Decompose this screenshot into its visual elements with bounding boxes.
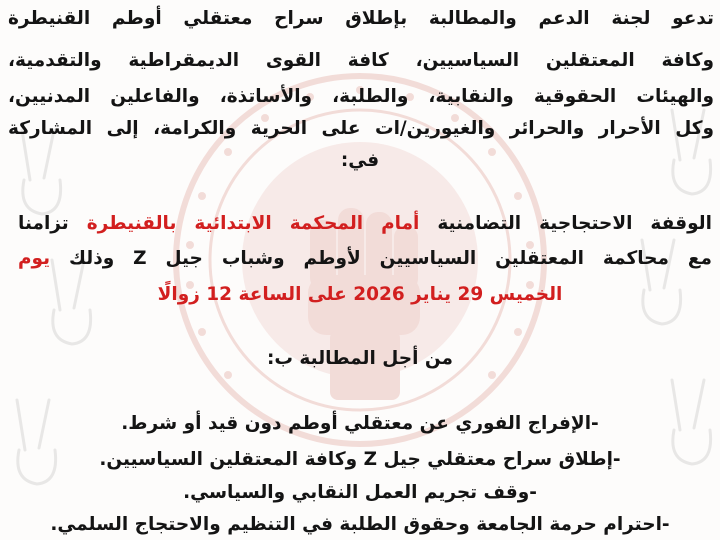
demand-item: -وقف تجريم العمل النقابي والسياسي. bbox=[183, 482, 537, 503]
court-location: أمام المحكمة الابتدائية بالقنيطرة bbox=[86, 213, 420, 234]
event-date-time: الخميس 29 يناير 2026 على الساعة 12 زوالًا bbox=[157, 284, 563, 305]
demand-item: -احترام حرمة الجامعة وحقوق الطلبة في التنظيم والاحتجاج السلمي. bbox=[50, 514, 670, 535]
intro-line-3: والهيئات الحقوقية والنقابية، والطلبة، والأساتذة، والفاعلين المدنيين، bbox=[8, 86, 714, 107]
event-line-1-start: الوقفة الاحتجاجية التضامنية bbox=[419, 213, 712, 234]
event-line-1 bbox=[18, 211, 712, 237]
demand-item: -الإفراج الفوري عن معتقلي أوطم دون قيد أو شرط. bbox=[121, 413, 599, 434]
intro-line-1: تدعو لجنة الدعم والمطالبة بإطلاق سراح معتقلي أوطم القنيطرة bbox=[8, 8, 714, 29]
demand-item: -إطلاق سراح معتقلي جيل Z وكافة المعتقلين السياسيين. bbox=[99, 449, 621, 470]
demands-heading: من أجل المطالبة ب: bbox=[267, 348, 453, 369]
intro-line-2: وكافة المعتقلين السياسيين، كافة القوى الديمقراطية والتقدمية، bbox=[8, 50, 714, 71]
event-line-2-start: مع محاكمة المعتقلين السياسيين لأوطم وشباب جيل Z وذلك bbox=[50, 248, 712, 269]
event-line-2 bbox=[18, 246, 712, 272]
event-day-word: يوم bbox=[18, 248, 51, 269]
intro-line-5: في: bbox=[340, 150, 380, 171]
event-line-1-end: تزامنا bbox=[18, 213, 87, 234]
intro-line-4: وكل الأحرار والحرائر والغيورين/ات على الحرية والكرامة، إلى المشاركة bbox=[8, 118, 714, 139]
